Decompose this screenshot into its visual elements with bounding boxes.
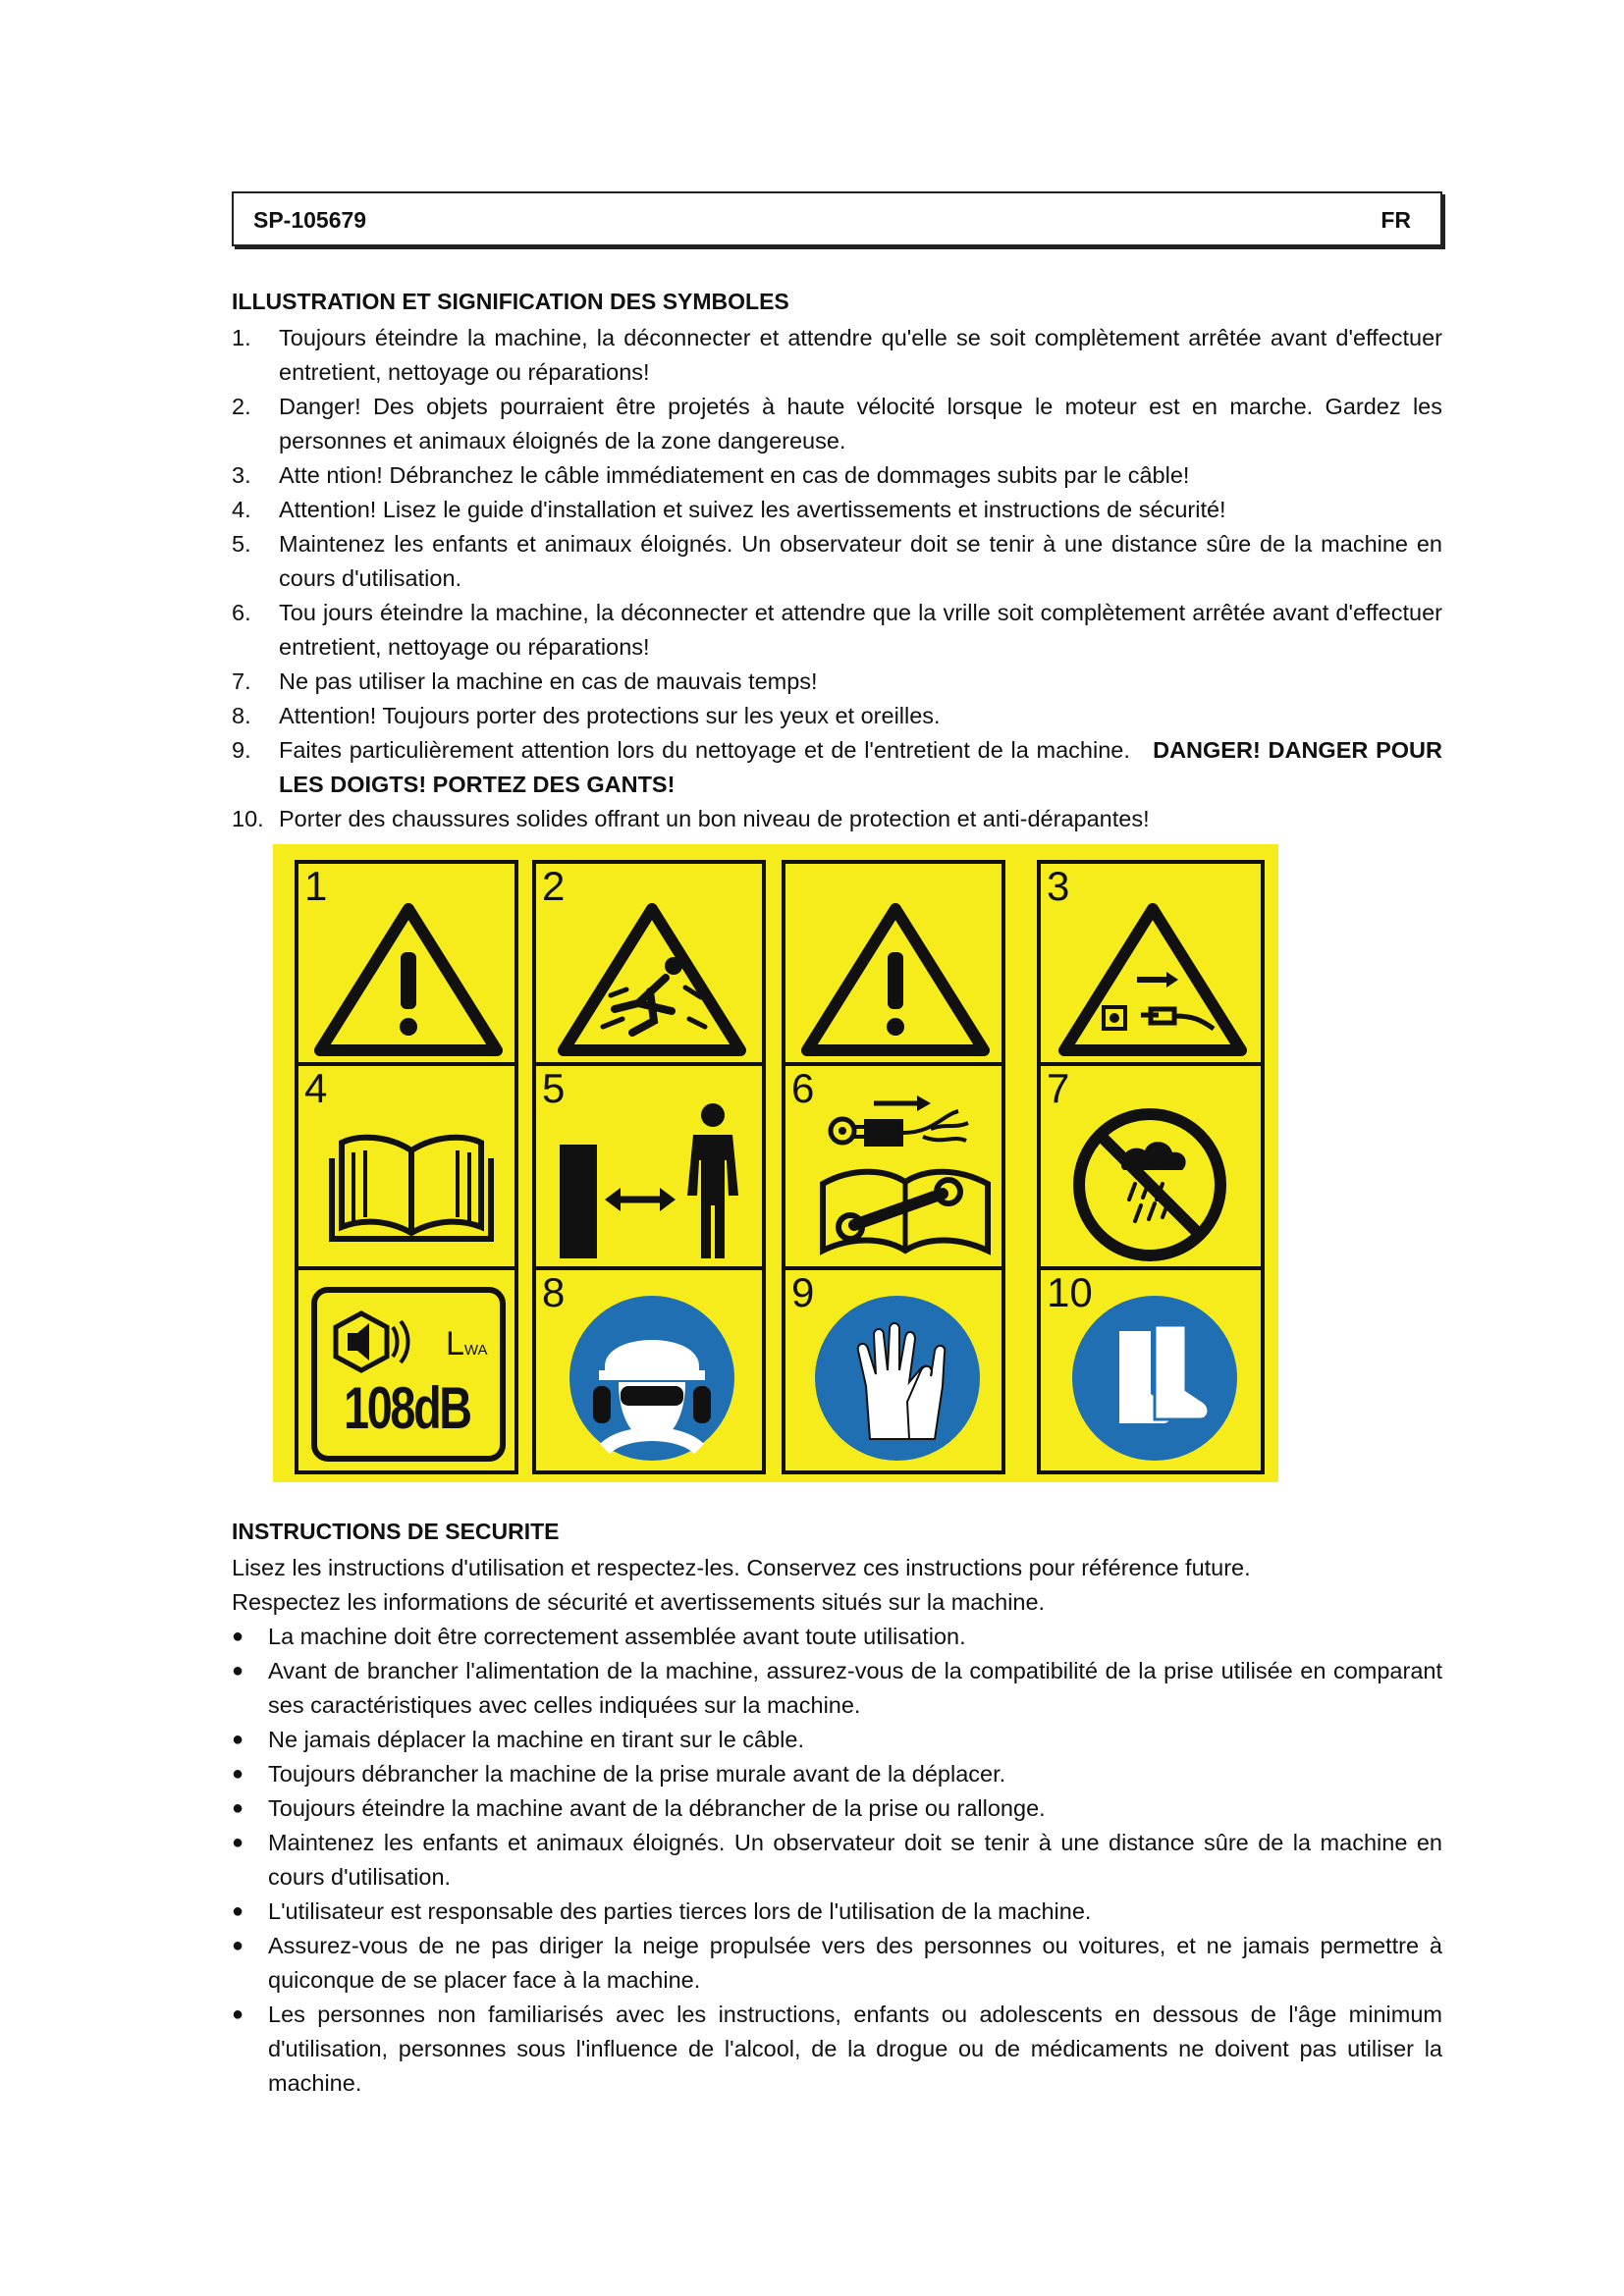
symbol-item-number: 8. (232, 703, 251, 728)
symbol-item-text: Faites particulièrement attention lors du nettoyage et de l'entretient de la machine. (279, 737, 1130, 763)
symbol-item-9 (232, 733, 1442, 802)
symbol-cell-6 (782, 1062, 1005, 1270)
symbol-item-10 (232, 802, 1442, 836)
symbol-label-2: 2 (542, 863, 566, 909)
symbol-item-number: 10. (232, 806, 264, 831)
symbols-list-container (232, 321, 1442, 836)
bullet-dot-icon: ● (232, 1729, 244, 1750)
symbol-item-number: 3. (232, 462, 251, 488)
symbol-cell-7 (1037, 1062, 1265, 1270)
bullet-dot-icon: ● (232, 1797, 244, 1819)
safety-intro-1: Lisez les instructions d'utilisation et respectez-les. Conservez ces instructions pour référence future. (232, 1555, 1251, 1580)
symbol-item-number: 2. (232, 394, 251, 419)
symbol-label-5: 5 (542, 1065, 566, 1111)
symbol-item-text: Toujours éteindre la machine, la déconnecter et attendre qu'elle se soit complètement arrêtée avant d'effectuer entretient, nettoyage ou réparations! (279, 325, 1442, 385)
wear-gloves-icon (811, 1292, 984, 1465)
bullet-dot-icon: ● (232, 1935, 244, 1956)
bullet-dot-icon: ● (232, 1626, 244, 1647)
safety-bullet-text: Avant de brancher l'alimentation de la machine, assurez-vous de la compatibilité de la prise utilisée en comparant ses caractéristiques avec celles indiquées sur la machine. (268, 1658, 1442, 1718)
symbol-item-5 (232, 527, 1442, 596)
symbol-item-7 (232, 665, 1442, 699)
symbol-item-text: Attention! Toujours porter des protections sur les yeux et oreilles. (279, 703, 941, 728)
symbol-item-number: 9. (232, 737, 251, 763)
safety-bullet-text: Maintenez les enfants et animaux éloignés. Un observateur doit se tenir à une distance sûre de la machine en cours d'utilisation. (268, 1830, 1442, 1890)
safety-boots-icon (1068, 1292, 1241, 1465)
unplug-cable-warning-icon (1056, 901, 1249, 1058)
safety-bullet-item (232, 1654, 1442, 1723)
thrown-objects-warning-icon (556, 901, 748, 1058)
safety-bullet-item (232, 1723, 1442, 1757)
safety-bullets (232, 1620, 1442, 2101)
symbol-item-text: Maintenez les enfants et animaux éloignés. Un observateur doit se tenir à une distance sûre de la machine en cours d'utilisation. (279, 531, 1442, 591)
symbol-cell-4 (295, 1062, 518, 1270)
symbol-item-1 (232, 321, 1442, 390)
safety-bullet-item (232, 1620, 1442, 1654)
safety-bullet-text: Assurez-vous de ne pas diriger la neige propulsée vers des personnes ou voitures, et ne jamais permettre à quiconque de se placer face à la machine. (268, 1933, 1442, 1993)
sound-power-unit: LWA (446, 1325, 488, 1362)
symbol-cell-8 (532, 1266, 766, 1474)
symbol-label-3: 3 (1047, 863, 1070, 909)
no-bad-weather-icon (1066, 1101, 1233, 1268)
maintenance-unplug-icon (815, 1076, 1001, 1262)
symbol-item-8 (232, 699, 1442, 733)
safety-bullet-item (232, 1791, 1442, 1826)
symbol-item-number: 6. (232, 600, 251, 625)
symbol-grid (273, 844, 1278, 1482)
symbol-item-text: Ne pas utiliser la machine en cas de mauvais temps! (279, 668, 818, 694)
symbol-label-6: 6 (791, 1065, 815, 1111)
symbol-item-4 (232, 493, 1442, 527)
symbol-item-number: 5. (232, 531, 251, 557)
symbol-item-number: 4. (232, 497, 251, 522)
bullet-dot-icon: ● (232, 1832, 244, 1853)
symbols-section-title: ILLUSTRATION ET SIGNIFICATION DES SYMBOLES (232, 289, 789, 314)
symbol-item-text: Attention! Lisez le guide d'installation et suivez les avertissements et instructions de sécurité! (279, 497, 1226, 522)
keep-distance-icon (556, 1101, 752, 1268)
bullet-dot-icon: ● (232, 1763, 244, 1785)
symbol-label-8: 8 (542, 1269, 566, 1315)
eye-ear-protection-icon (566, 1292, 738, 1465)
safety-bullet-text: L'utilisateur est responsable des parties tierces lors de l'utilisation de la machine. (268, 1898, 1092, 1924)
language-code: FR (1380, 207, 1411, 233)
symbol-cell-sound (295, 1266, 518, 1474)
symbol-item-2 (232, 390, 1442, 458)
symbol-item-number: 7. (232, 668, 251, 694)
symbol-item-text: Tou jours éteindre la machine, la déconnecter et attendre que la vrille soit complètement arrêtée avant d'effectuer entretient, nettoyage ou réparations! (279, 600, 1442, 660)
bullet-dot-icon: ● (232, 1660, 244, 1682)
symbol-label-7: 7 (1047, 1065, 1070, 1111)
bullet-dot-icon: ● (232, 1900, 244, 1922)
symbol-cell-3 (1037, 860, 1265, 1066)
safety-bullet-item (232, 1998, 1442, 2101)
symbol-item-number: 1. (232, 325, 251, 350)
symbol-cell-1 (295, 860, 518, 1066)
warning-triangle-icon (799, 901, 992, 1058)
symbol-item-text: Atte ntion! Débranchez le câble immédiatement en cas de dommages subits par le câble! (279, 462, 1190, 488)
warning-triangle-icon (312, 901, 505, 1058)
safety-content (232, 1551, 1442, 2101)
safety-bullet-item (232, 1826, 1442, 1895)
symbol-cell-5 (532, 1062, 766, 1270)
symbol-cell-2 (532, 860, 766, 1066)
document-code: SP-105679 (253, 207, 367, 233)
sound-power-value: 108dB (344, 1375, 470, 1441)
safety-bullet-item (232, 1895, 1442, 1929)
symbol-label-9: 9 (791, 1269, 815, 1315)
symbol-item-3 (232, 458, 1442, 493)
safety-bullet-text: Ne jamais déplacer la machine en tirant sur le câble. (268, 1727, 804, 1752)
danger-warning: DANGER! DANGER POUR LES DOIGTS! PORTEZ DES GANTS! (279, 737, 1442, 797)
symbol-item-text: Porter des chaussures solides offrant un bon niveau de protection et anti-dérapantes! (279, 806, 1150, 831)
safety-intro-2: Respectez les informations de sécurité et avertissements situés sur la machine. (232, 1589, 1046, 1615)
symbol-cell-warning (782, 860, 1005, 1066)
symbol-label-4: 4 (304, 1065, 328, 1111)
read-manual-icon (328, 1129, 495, 1247)
safety-bullet-item (232, 1929, 1442, 1998)
safety-bullet-text: Toujours éteindre la machine avant de la débrancher de la prise ou rallonge. (268, 1795, 1046, 1821)
symbols-list (232, 321, 1442, 836)
safety-bullet-item (232, 1757, 1442, 1791)
symbol-cell-10 (1037, 1266, 1265, 1474)
symbol-label-10: 10 (1047, 1269, 1093, 1315)
symbol-item-6 (232, 596, 1442, 665)
safety-bullet-text: Les personnes non familiarisés avec les instructions, enfants ou adolescents en dessous de l'âge minimum d'utilisation, personnes sous l'influence de l'alcool, de la drogue ou de médicaments ne doivent pas utiliser la machine. (268, 2002, 1442, 2096)
safety-bullet-text: Toujours débrancher la machine de la prise murale avant de la déplacer. (268, 1761, 1006, 1787)
symbol-label-1: 1 (304, 863, 328, 909)
safety-section-title: INSTRUCTIONS DE SECURITE (232, 1519, 560, 1544)
symbol-item-text: Danger! Des objets pourraient être projetés à haute vélocité lorsque le moteur est en marche. Gardez les personnes et animaux éloignés de la zone dangereuse. (279, 394, 1442, 454)
bullet-dot-icon: ● (232, 2003, 244, 2025)
document-header (232, 191, 1442, 246)
symbol-cell-9 (782, 1266, 1005, 1474)
safety-bullet-text: La machine doit être correctement assemblée avant toute utilisation. (268, 1624, 966, 1649)
